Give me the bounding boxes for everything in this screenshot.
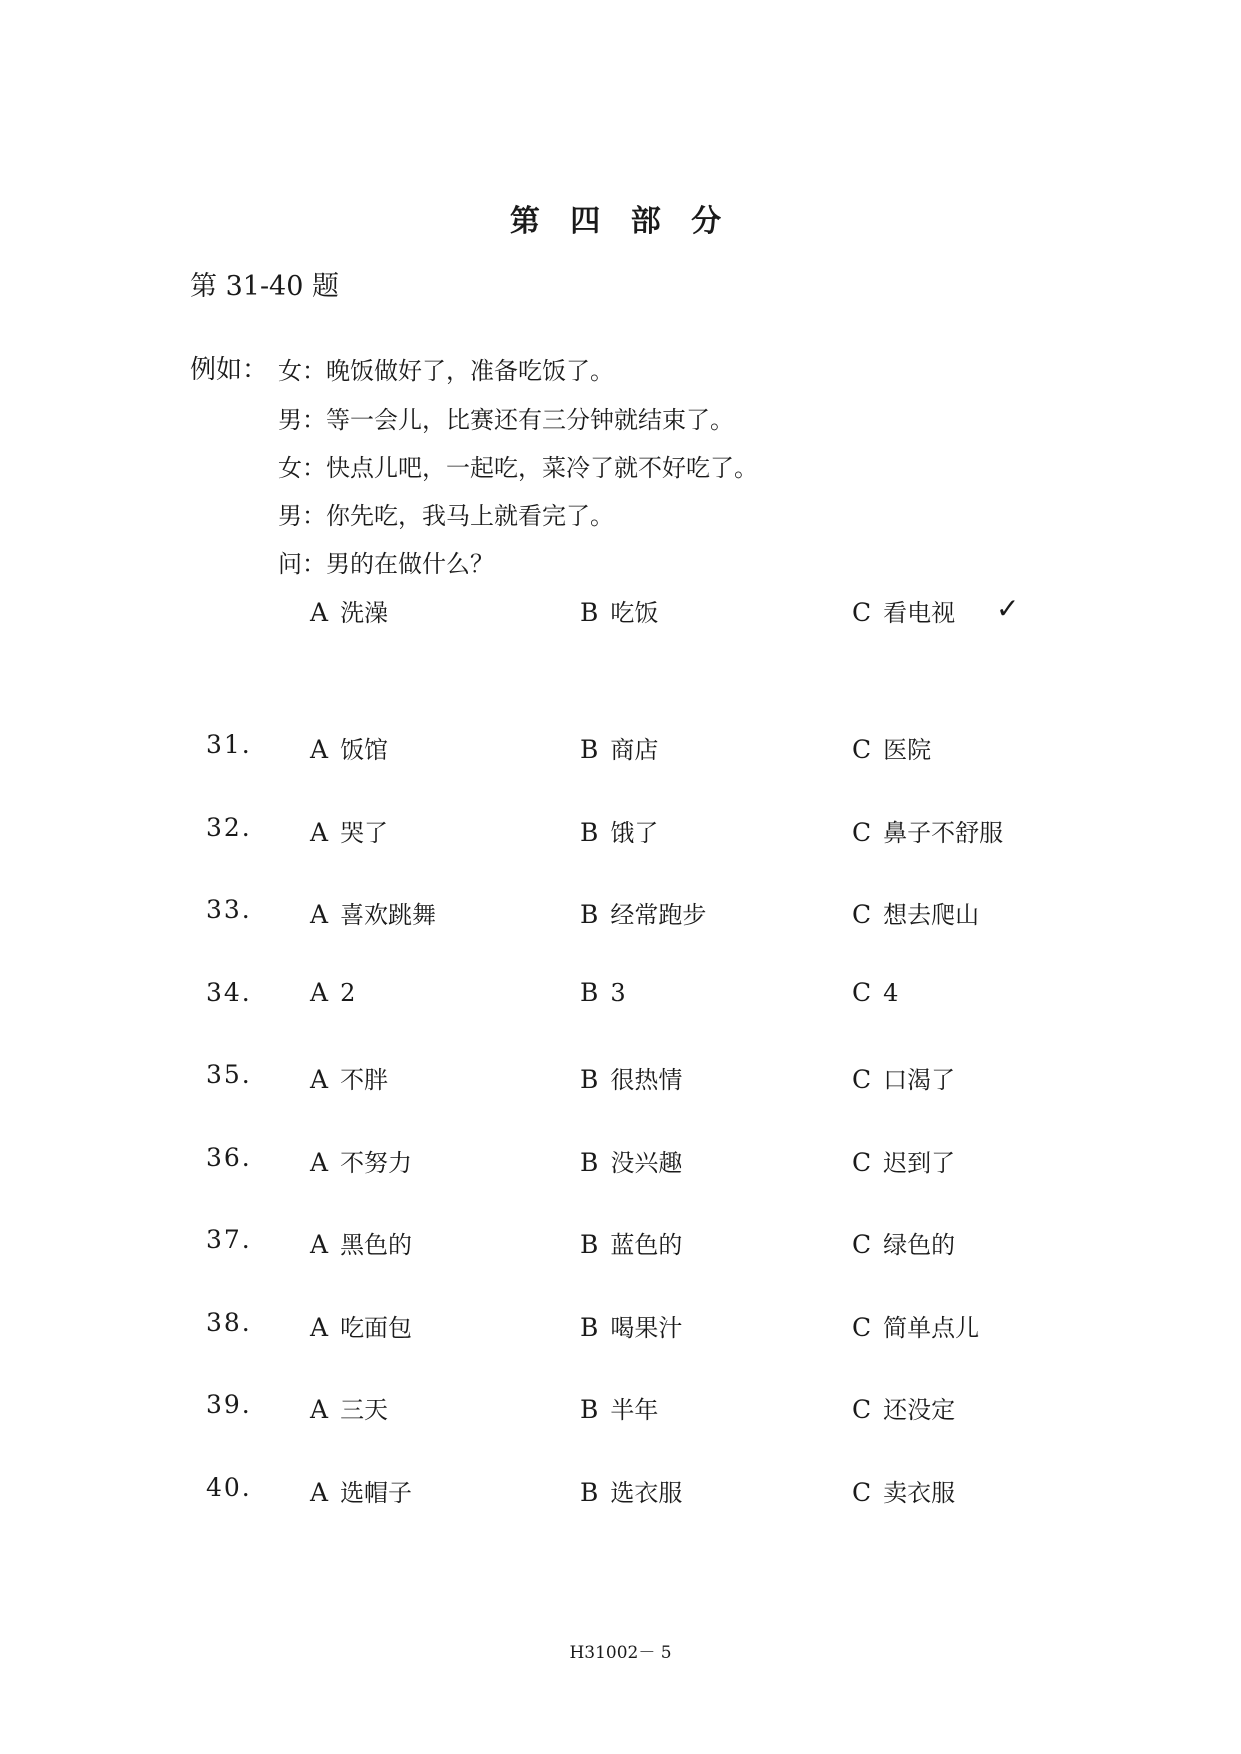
- option-text: 不胖: [340, 1066, 389, 1094]
- option-letter: A: [310, 1230, 329, 1259]
- example-option-b: [580, 593, 658, 628]
- option-letter: A: [310, 818, 329, 847]
- answer-option-b: [580, 895, 706, 930]
- answer-option-b: [580, 730, 658, 765]
- option-text: 吃饭: [610, 599, 659, 627]
- option-text: 医院: [883, 736, 932, 764]
- example-dialogue-line: 男：你先吃，我马上就看完了。: [278, 502, 614, 530]
- option-letter: B: [580, 900, 599, 929]
- option-text: 黑色的: [340, 1231, 413, 1259]
- option-letter: B: [580, 598, 599, 627]
- answer-option-b: [580, 813, 658, 848]
- option-text: 鼻子不舒服: [883, 819, 1004, 847]
- page-footer: H31002－ 5: [569, 1643, 672, 1663]
- option-letter: C: [852, 978, 872, 1007]
- question-number: 34.: [206, 978, 252, 1007]
- answer-option-c: [852, 813, 1003, 848]
- example-question-line: 问：男的在做什么？: [278, 550, 494, 578]
- option-letter: B: [580, 1478, 599, 1507]
- example-dialogue-line: 女：快点儿吧，一起吃，菜冷了就不好吃了。: [278, 454, 758, 482]
- answer-option-a: [310, 1225, 412, 1260]
- option-letter: B: [580, 1313, 599, 1342]
- option-letter: B: [580, 735, 599, 764]
- option-text: 吃面包: [340, 1314, 413, 1342]
- option-letter: C: [852, 598, 872, 627]
- answer-option-c: [852, 1473, 955, 1508]
- option-letter: C: [852, 900, 872, 929]
- answer-option-a: [310, 1060, 388, 1095]
- option-text: 半年: [610, 1396, 659, 1424]
- answer-option-c: [852, 1225, 955, 1260]
- answer-option-b: [580, 1308, 682, 1343]
- option-letter: B: [580, 1395, 599, 1424]
- option-letter: A: [310, 1395, 329, 1424]
- option-text: 想去爬山: [883, 901, 980, 929]
- option-text: 三天: [340, 1396, 389, 1424]
- option-text: 不努力: [340, 1149, 413, 1177]
- answer-option-c: [852, 1390, 955, 1425]
- question-number: 33.: [206, 895, 252, 924]
- answer-option-b: [580, 978, 626, 1007]
- option-text: 哭了: [340, 819, 389, 847]
- option-text: 喜欢跳舞: [340, 901, 437, 929]
- answer-option-b: [580, 1060, 682, 1095]
- option-text: 喝果汁: [610, 1314, 683, 1342]
- option-text: 没兴趣: [610, 1149, 683, 1177]
- option-letter: A: [310, 1148, 329, 1177]
- question-range-label: 第 31-40 题: [190, 271, 340, 302]
- option-text: 还没定: [883, 1396, 956, 1424]
- option-text: 选衣服: [610, 1479, 683, 1507]
- answer-option-b: [580, 1225, 682, 1260]
- question-number: 35.: [206, 1060, 252, 1089]
- option-text: 很热情: [610, 1066, 683, 1094]
- answer-option-c: [852, 1143, 955, 1178]
- answer-option-b: [580, 1143, 682, 1178]
- question-number: 39.: [206, 1390, 252, 1419]
- option-letter: C: [852, 735, 872, 764]
- option-letter: B: [580, 818, 599, 847]
- option-text: 4: [883, 979, 899, 1007]
- option-letter: A: [310, 978, 329, 1007]
- option-text: 商店: [610, 736, 659, 764]
- question-number: 31.: [206, 730, 252, 759]
- option-text: 2: [340, 979, 356, 1007]
- answer-option-a: [310, 895, 436, 930]
- example-prefix: 例如：: [190, 355, 269, 385]
- answer-option-a: [310, 1473, 412, 1508]
- example-option-c: [852, 593, 955, 628]
- option-text: 洗澡: [340, 599, 389, 627]
- option-text: 饭馆: [340, 736, 389, 764]
- answer-option-a: [310, 1308, 412, 1343]
- option-text: 卖衣服: [883, 1479, 956, 1507]
- option-text: 看电视: [883, 599, 956, 627]
- answer-option-b: [580, 1390, 658, 1425]
- option-text: 经常跑步: [610, 901, 707, 929]
- option-letter: A: [310, 1478, 329, 1507]
- option-letter: C: [852, 1395, 872, 1424]
- question-number: 37.: [206, 1225, 252, 1254]
- option-letter: C: [852, 1478, 872, 1507]
- answer-option-a: [310, 730, 388, 765]
- answer-option-c: [852, 895, 979, 930]
- answer-option-a: [310, 978, 355, 1007]
- option-letter: B: [580, 1148, 599, 1177]
- option-letter: A: [310, 598, 329, 627]
- option-text: 蓝色的: [610, 1231, 683, 1259]
- option-letter: A: [310, 1313, 329, 1342]
- option-text: 迟到了: [883, 1149, 956, 1177]
- question-number: 32.: [206, 813, 252, 842]
- answer-option-c: [852, 978, 898, 1007]
- option-text: 3: [610, 979, 626, 1007]
- question-number: 40.: [206, 1473, 252, 1502]
- checkmark-icon: ✓: [996, 592, 1020, 625]
- example-option-a: [310, 593, 388, 628]
- option-letter: B: [580, 1230, 599, 1259]
- section-title: 第 四 部 分: [509, 204, 732, 239]
- option-text: 选帽子: [340, 1479, 413, 1507]
- option-text: 简单点儿: [883, 1314, 980, 1342]
- answer-option-a: [310, 1143, 412, 1178]
- option-text: 口渴了: [883, 1066, 956, 1094]
- answer-option-a: [310, 813, 388, 848]
- option-letter: C: [852, 818, 872, 847]
- option-letter: A: [310, 735, 329, 764]
- answer-option-c: [852, 1060, 955, 1095]
- example-dialogue-line: 女：晚饭做好了，准备吃饭了。: [278, 357, 614, 385]
- option-letter: C: [852, 1065, 872, 1094]
- answer-option-c: [852, 1308, 979, 1343]
- answer-option-b: [580, 1473, 682, 1508]
- option-letter: C: [852, 1230, 872, 1259]
- answer-option-a: [310, 1390, 388, 1425]
- answer-option-c: [852, 730, 931, 765]
- option-letter: A: [310, 1065, 329, 1094]
- option-letter: B: [580, 978, 599, 1007]
- option-letter: C: [852, 1148, 872, 1177]
- option-letter: A: [310, 900, 329, 929]
- question-number: 38.: [206, 1308, 252, 1337]
- option-letter: B: [580, 1065, 599, 1094]
- option-text: 绿色的: [883, 1231, 956, 1259]
- question-number: 36.: [206, 1143, 252, 1172]
- option-text: 饿了: [610, 819, 659, 847]
- option-letter: C: [852, 1313, 872, 1342]
- example-dialogue-line: 男：等一会儿，比赛还有三分钟就结束了。: [278, 406, 734, 434]
